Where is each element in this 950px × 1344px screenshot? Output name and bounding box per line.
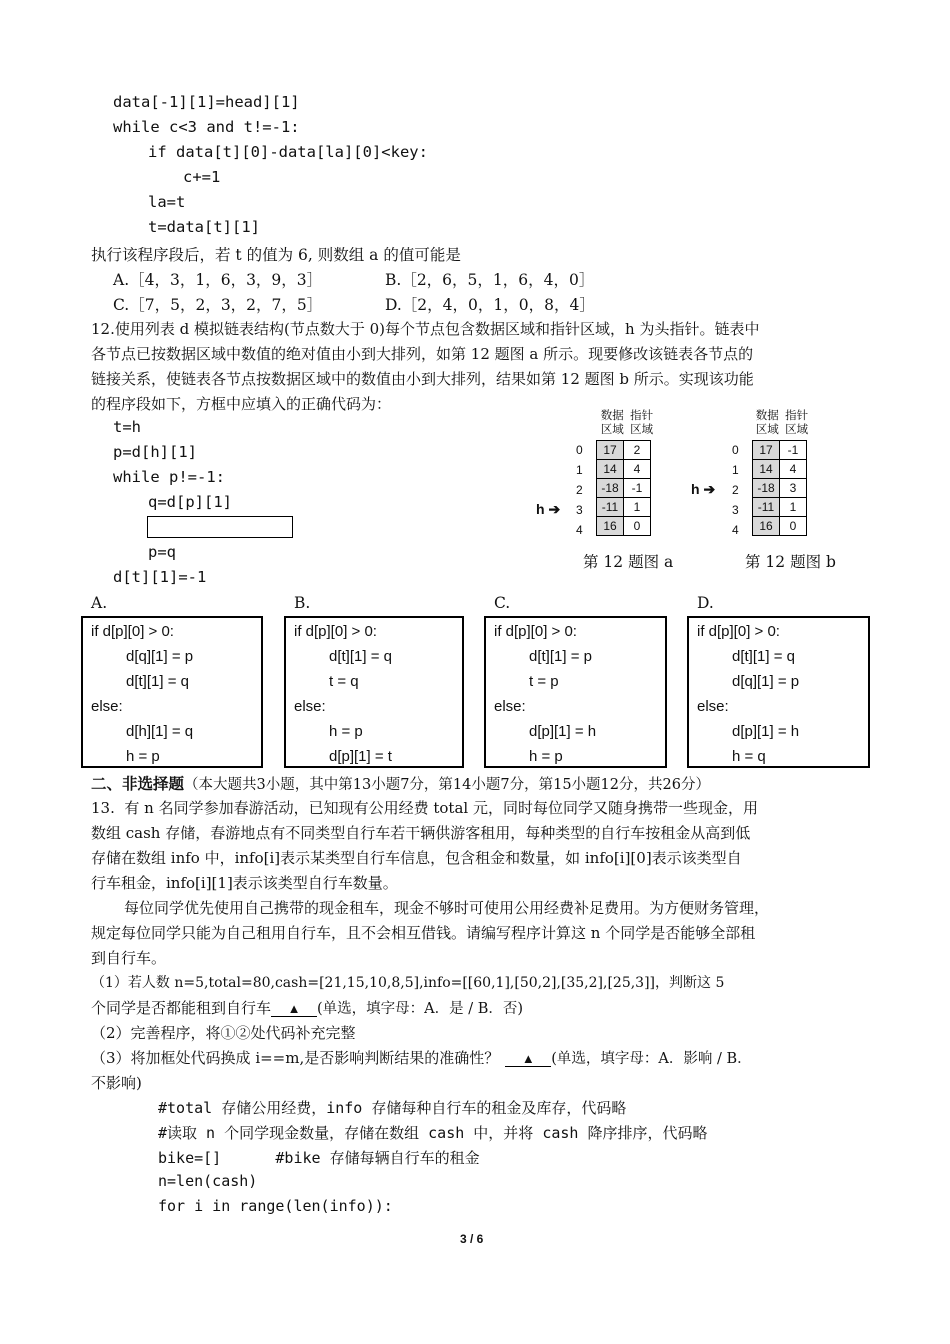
data-cell: -11 bbox=[753, 498, 780, 517]
q13-line: 数组 cash 存储，春游地点有不同类型自行车若干辆供游客租用，每种类型的自行车按租金从高到低 bbox=[91, 824, 751, 842]
pointer-cell: 1 bbox=[624, 498, 651, 517]
option-d-label: D. bbox=[697, 594, 714, 612]
option-code-line: d[t][1] = q bbox=[732, 648, 795, 665]
q13-sub1-hint: (单选，填字母：A．是 / B．否) bbox=[317, 1001, 524, 1017]
option-a-label: A. bbox=[91, 594, 108, 612]
option-c-label: C. bbox=[494, 594, 511, 612]
data-cell: 17 bbox=[597, 441, 624, 460]
section-note: （本大题共3小题，其中第13小题7分，第14小题7分，第15小题12分，共26分） bbox=[184, 777, 710, 793]
option-d-box bbox=[687, 616, 870, 768]
pointer-cell: 4 bbox=[780, 460, 807, 479]
q12-code-line: d[t][1]=-1 bbox=[113, 568, 207, 586]
option-code-line: if d[p][0] > 0: bbox=[494, 623, 577, 640]
pointer-cell: 2 bbox=[624, 441, 651, 460]
q13-sub3-text: （3）将加框处代码换成 i==m,是否影响判断结果的准确性？ bbox=[91, 1049, 500, 1067]
section-title: 二、非选择题 bbox=[91, 774, 185, 793]
q13-code-line: n=len(cash) bbox=[158, 1172, 258, 1190]
q13-line: 存储在数组 info 中，info[i]表示某类型自行车信息，包含租金和数量，如 info[i][0]表示该类型自 bbox=[91, 849, 742, 867]
option-code-line: h = p bbox=[329, 723, 363, 740]
data-cell: -18 bbox=[753, 479, 780, 498]
option-code-line: d[q][1] = p bbox=[732, 673, 800, 690]
table-row bbox=[753, 517, 807, 536]
option-code-line: else: bbox=[494, 698, 526, 715]
option-code-line: else: bbox=[91, 698, 123, 715]
option-code-line: d[p][1] = h bbox=[529, 723, 597, 740]
fig-a-index: 2 bbox=[576, 483, 583, 497]
data-cell: -18 bbox=[597, 479, 624, 498]
code-line: data[-1][1]=head][1] bbox=[113, 93, 300, 111]
fig-a-table bbox=[596, 440, 651, 536]
q13-code-line: #读取 n 个同学现金数量，存储在数组 cash 中，并将 cash 降序排序，代码略 bbox=[158, 1124, 708, 1142]
data-cell: 17 bbox=[753, 441, 780, 460]
pointer-cell: -1 bbox=[780, 441, 807, 460]
q13-sub1-text: 个同学是否都能租到自行车 bbox=[91, 999, 272, 1017]
option-code-line: d[t][1] = q bbox=[329, 648, 392, 665]
q13-line: 每位同学优先使用自己携带的现金租车，现金不够时可使用公用经费补足费用。为方便财务管理， bbox=[124, 899, 770, 917]
q13-code-line: bike=[] #bike 存储每辆自行车的租金 bbox=[158, 1149, 480, 1167]
table-row bbox=[597, 498, 651, 517]
q12-code-line: p=d[h][1] bbox=[113, 443, 197, 461]
code-line: if data[t][0]-data[la][0]<key: bbox=[148, 143, 428, 161]
table-row bbox=[753, 479, 807, 498]
fig-b-index: 2 bbox=[732, 483, 739, 497]
data-cell: 16 bbox=[753, 517, 780, 536]
pointer-cell: 3 bbox=[780, 479, 807, 498]
q12-stem-line: 的程序段如下，方框中应填入的正确代码为： bbox=[91, 395, 392, 413]
fig-b-index: 4 bbox=[732, 523, 739, 537]
q12-code-line: q=d[p][1] bbox=[148, 493, 232, 511]
option-code-line: if d[p][0] > 0: bbox=[697, 623, 780, 640]
option-code-line: d[h][1] = q bbox=[126, 723, 194, 740]
q13-line: 行车租金，info[i][1]表示该类型自行车数量。 bbox=[91, 874, 398, 892]
q13-line: 规定每位同学只能为自己租用自行车，且不会相互借钱。请编写程序计算这 n 个同学是否能够全部租 bbox=[91, 924, 756, 942]
fig-a-index: 0 bbox=[576, 443, 583, 457]
q13-line: 到自行车。 bbox=[91, 949, 167, 967]
option-code-line: if d[p][0] > 0: bbox=[294, 623, 377, 640]
table-row bbox=[597, 441, 651, 460]
code-line: la=t bbox=[148, 193, 186, 211]
fig-a-caption: 第 12 题图 a bbox=[583, 553, 674, 571]
q13-sub3-line1 bbox=[91, 1047, 752, 1068]
q13-sub3-hint: (单选，填字母：A．影响 / B． bbox=[551, 1051, 752, 1067]
pointer-cell: 0 bbox=[624, 517, 651, 536]
fig-b-head-pointer: h ➔ bbox=[691, 481, 716, 497]
q13-sub1-line2 bbox=[91, 997, 523, 1018]
option-code-line: h = p bbox=[126, 748, 160, 765]
pointer-cell: -1 bbox=[624, 479, 651, 498]
pointer-cell: 0 bbox=[780, 517, 807, 536]
option-code-line: d[t][1] = p bbox=[529, 648, 592, 665]
q12-stem-line: 12.使用列表 d 模拟链表结构(节点数大于 0)每个节点包含数据区域和指针区域，h 为头指针。链表中 bbox=[91, 320, 760, 338]
data-cell: 14 bbox=[753, 460, 780, 479]
q12-stem-line: 链接关系，使链表各节点按数据区域中的数值由小到大排列，结果如第 12 题图 b 所示。实现该功能 bbox=[91, 370, 754, 388]
option-code-line: h = p bbox=[529, 748, 563, 765]
data-cell: 14 bbox=[597, 460, 624, 479]
fig-b-index: 0 bbox=[732, 443, 739, 457]
fig-b-table bbox=[752, 440, 807, 536]
code-line: c+=1 bbox=[183, 168, 221, 186]
q13-sub1-line1: （1）若人数 n=5,total=80,cash=[21,15,10,8,5],info=[[60,1],[50,2],[35,2],[25,3]]，判断这 5 bbox=[91, 975, 725, 991]
table-row bbox=[597, 517, 651, 536]
option-code-line: d[p][1] = h bbox=[732, 723, 800, 740]
code-line: t=data[t][1] bbox=[148, 218, 260, 236]
answer-blank-3: ▲ bbox=[505, 1051, 551, 1067]
q11-option-b: B.［2，6，5，1，6，4，0］ bbox=[385, 271, 595, 289]
page-number: 3 / 6 bbox=[460, 1232, 484, 1246]
section-heading bbox=[91, 772, 710, 794]
q12-code-line: p=q bbox=[148, 543, 176, 561]
q13-sub3-line2: 不影响) bbox=[91, 1074, 142, 1092]
q12-answer-box bbox=[147, 516, 293, 538]
q13-code-line: #total 存储公用经费，info 存储每种自行车的租金及库存，代码略 bbox=[158, 1099, 627, 1117]
fig-a-index: 1 bbox=[576, 463, 583, 477]
option-code-line: d[t][1] = q bbox=[126, 673, 189, 690]
data-cell: 16 bbox=[597, 517, 624, 536]
q11-option-c: C.［7，5，2，3，2，7，5］ bbox=[113, 296, 323, 314]
option-code-line: else: bbox=[294, 698, 326, 715]
option-code-line: t = p bbox=[529, 673, 559, 690]
option-code-line: t = q bbox=[329, 673, 359, 690]
option-code-line: else: bbox=[697, 698, 729, 715]
option-code-line: d[p][1] = t bbox=[329, 748, 392, 765]
option-code-line: h = q bbox=[732, 748, 766, 765]
option-b-label: B. bbox=[294, 594, 311, 612]
answer-blank-1: ▲ bbox=[271, 1001, 317, 1017]
fig-a-index: 4 bbox=[576, 523, 583, 537]
q11-stem: 执行该程序段后，若 t 的值为 6, 则数组 a 的值可能是 bbox=[91, 246, 461, 264]
option-b-box bbox=[284, 616, 464, 768]
table-row bbox=[597, 460, 651, 479]
q12-code-line: t=h bbox=[113, 418, 141, 436]
q13-sub2: （2）完善程序，将①②处代码补充完整 bbox=[91, 1024, 356, 1042]
fig-b-caption: 第 12 题图 b bbox=[745, 553, 836, 571]
code-line: while c<3 and t!=-1: bbox=[113, 118, 300, 136]
fig-b-index: 3 bbox=[732, 503, 739, 517]
option-code-line: if d[p][0] > 0: bbox=[91, 623, 174, 640]
q12-code-line: while p!=-1: bbox=[113, 468, 225, 486]
q11-option-a: A.［4，3，1，6，3，9，3］ bbox=[113, 271, 323, 289]
table-row bbox=[753, 441, 807, 460]
option-a-box bbox=[81, 616, 263, 768]
fig-b-header: 数据 指针 区域 区域 bbox=[755, 410, 809, 436]
option-c-box bbox=[484, 616, 667, 768]
q13-code-line: for i in range(len(info)): bbox=[158, 1197, 393, 1215]
fig-a-head-pointer: h ➔ bbox=[536, 501, 561, 517]
q11-option-d: D.［2，4，0，1，0，8，4］ bbox=[385, 296, 595, 314]
pointer-cell: 1 bbox=[780, 498, 807, 517]
fig-a-header: 数据 指针 区域 区域 bbox=[600, 410, 654, 436]
fig-b-index: 1 bbox=[732, 463, 739, 477]
fig-a-index: 3 bbox=[576, 503, 583, 517]
q12-stem-line: 各节点已按数据区域中数值的绝对值由小到大排列，如第 12 题图 a 所示。现要修改该链表各节点的 bbox=[91, 345, 754, 363]
table-row bbox=[597, 479, 651, 498]
pointer-cell: 4 bbox=[624, 460, 651, 479]
data-cell: -11 bbox=[597, 498, 624, 517]
table-row bbox=[753, 498, 807, 517]
option-code-line: d[q][1] = p bbox=[126, 648, 194, 665]
q13-line: 13. 有 n 名同学参加春游活动，已知现有公用经费 total 元，同时每位同学又随身携带一些现金，用 bbox=[91, 799, 758, 817]
table-row bbox=[753, 460, 807, 479]
